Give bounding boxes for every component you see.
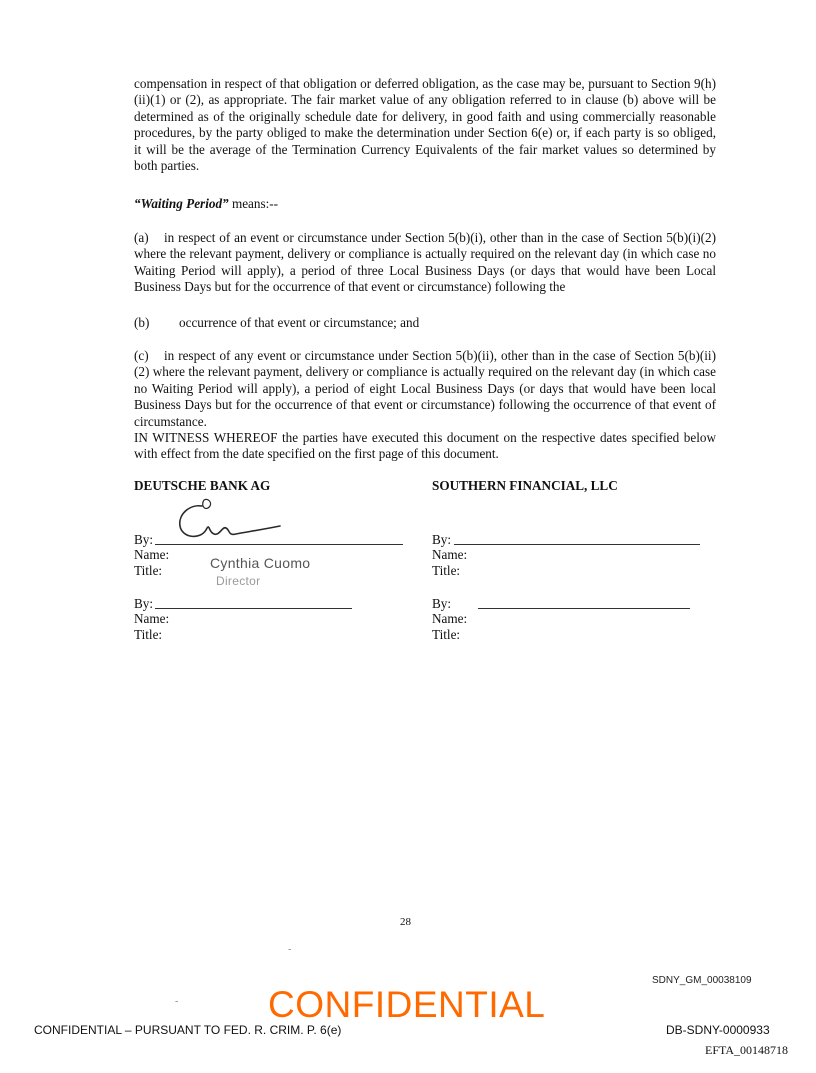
confidential-stamp: CONFIDENTIAL (268, 984, 546, 1025)
confidential-footer: CONFIDENTIAL – PURSUANT TO FED. R. CRIM. P. 6(e) (34, 1023, 342, 1037)
clause-b (134, 315, 716, 331)
clause-label: (b) (134, 315, 150, 330)
witness-paragraph: IN WITNESS WHEREOF the parties have executed this document on the respective dates specified below with effect from the date specified on the first page of this document. (134, 430, 716, 462)
bates-sdny: SDNY_GM_00038109 (652, 975, 752, 986)
handwritten-signature (150, 496, 290, 546)
scan-speck: - (175, 996, 179, 1007)
name-label-right-2: Name: (432, 611, 468, 626)
defined-term: “Waiting Period” (134, 196, 229, 211)
clause-label: (c) (134, 348, 149, 363)
by-label-right: By: (432, 532, 452, 547)
clause-c (134, 348, 716, 430)
clause-label: (a) (134, 230, 149, 245)
signatory-name: Cynthia Cuomo (210, 555, 311, 571)
scan-speck: - (288, 944, 292, 955)
name-label-right: Name: (432, 547, 468, 562)
title-label-right: Title: (432, 563, 461, 578)
clause-a (134, 230, 716, 296)
by-label-left-2: By: (134, 596, 154, 611)
by-label-right-2: By: (432, 596, 452, 611)
clause-text: occurrence of that event or circumstance; and (179, 315, 420, 330)
clause-text: in respect of an event or circumstance under Section 5(b)(i), other than in the case of Section 5(b)(i)(2) where the relevant payment, delivery or compliance is actually required on the relevant day (in which case no Waiting Period will apply), a period of three Local Business Days (or days that would have been Local Business Days but for the occurrence of that event or circumstance) following the (134, 230, 716, 295)
by-label-left: By: (134, 532, 154, 547)
bates-efta: EFTA_00148718 (705, 1043, 789, 1057)
page-number: 28 (400, 916, 411, 928)
title-label-right-2: Title: (432, 627, 461, 642)
signature-line-left (155, 544, 403, 545)
title-label-left-2: Title: (134, 627, 163, 642)
name-label-left-2: Name: (134, 611, 170, 626)
signature-line-left-2 (155, 608, 352, 609)
title-label-left: Title: (134, 563, 163, 578)
party-name-right: SOUTHERN FINANCIAL, LLC (432, 478, 618, 493)
paragraph-compensation: compensation in respect of that obligation or deferred obligation, as the case may be, pursuant to Section 9(h)(ii)(1) or (2), as appropriate. The fair market value of any obligation referred to in clause (b) above will be determined as of the originally schedule date for delivery, in good faith and using commercially reasonable procedures, by the party obliged to make the determination under Section 6(e) or, if each party is so obliged, it will be the average of the Termination Currency Equivalents of the fair market values so determined by both parties. (134, 76, 716, 174)
clause-text: in respect of any event or circumstance under Section 5(b)(ii), other than in the case of Section 5(b)(ii)(2) where the relevant payment, delivery or compliance is actually required on the relevant day (in which case no Waiting Period will apply), a period of eight Local Business Days (or days that would have been local Business Days but for the occurrence of that event or circumstance) following the occurrence of that event of circumstance. (134, 348, 716, 429)
signature-line-right-2 (478, 608, 690, 609)
signature-line-right (454, 544, 700, 545)
definition-suffix: means:-- (228, 196, 279, 211)
bates-db: DB-SDNY-0000933 (666, 1023, 770, 1037)
party-name-left: DEUTSCHE BANK AG (134, 478, 271, 493)
name-label-left: Name: (134, 547, 170, 562)
signatory-title: Director (216, 574, 261, 588)
definition-heading (134, 196, 716, 212)
